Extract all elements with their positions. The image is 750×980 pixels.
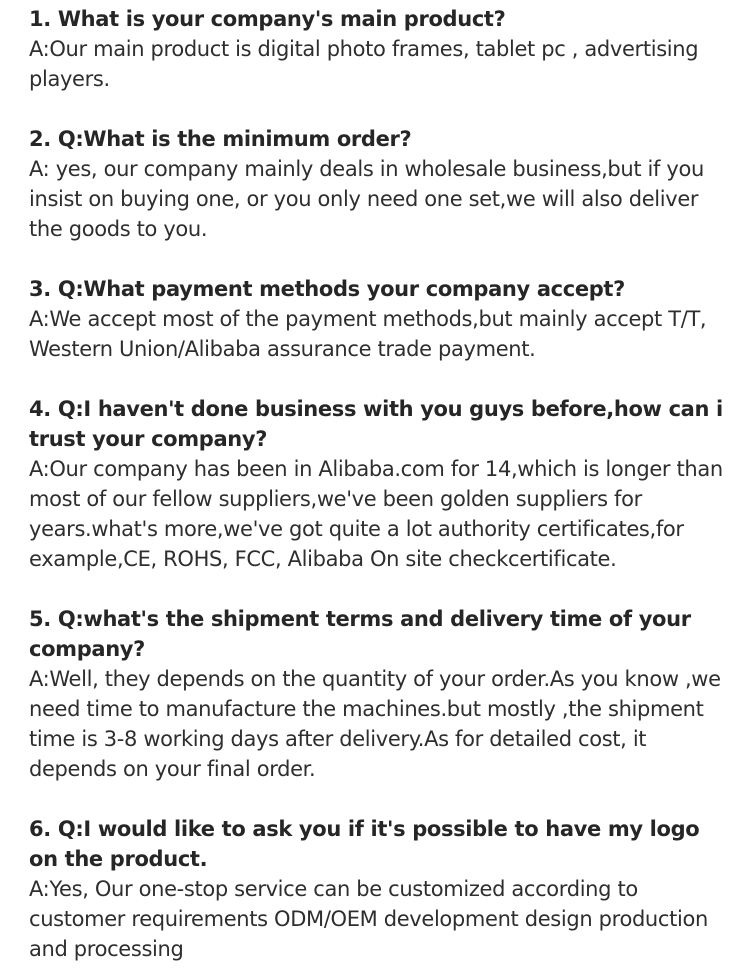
faq-item-3 bbox=[29, 274, 732, 364]
faq-question: 5. Q:what's the shipment terms and delivery time of your company? bbox=[29, 607, 691, 661]
faq-item-6 bbox=[29, 814, 732, 964]
faq-item-1 bbox=[29, 4, 732, 94]
faq-question: 6. Q:I would like to ask you if it's possible to have my logo on the product. bbox=[29, 817, 700, 871]
faq-item-2 bbox=[29, 124, 732, 244]
faq-answer: A:Our company has been in Alibaba.com for 14,which is longer than most of our fellow suppliers,we've been golden suppliers for years.what's more,we've got quite a lot authority certificates,for example,CE, ROHS, FCC, Alibaba On site checkcertificate. bbox=[29, 457, 723, 571]
faq-answer: A:Well, they depends on the quantity of your order.As you know ,we need time to manufacture the machines.but mostly ,the shipment time is 3-8 working days after delivery.As for detailed cost, it depends on your final order. bbox=[29, 667, 721, 781]
faq-question: 3. Q:What payment methods your company accept? bbox=[29, 277, 625, 301]
faq-question: 1. What is your company's main product? bbox=[29, 7, 506, 31]
faq-item-5 bbox=[29, 604, 732, 784]
faq-item-4 bbox=[29, 394, 732, 574]
faq-answer: A:Our main product is digital photo frames, tablet pc , advertising players. bbox=[29, 37, 699, 91]
faq-answer: A: yes, our company mainly deals in wholesale business,but if you insist on buying one, or you only need one set,we will also deliver the goods to you. bbox=[29, 157, 704, 241]
faq-question: 2. Q:What is the minimum order? bbox=[29, 127, 412, 151]
faq-answer: A:We accept most of the payment methods,but mainly accept T/T, Western Union/Alibaba assurance trade payment. bbox=[29, 307, 707, 361]
faq-question: 4. Q:I haven't done business with you guys before,how can i trust your company? bbox=[29, 397, 723, 451]
faq-answer: A:Yes, Our one-stop service can be customized according to customer requirements ODM/OEM development design production and processing bbox=[29, 877, 708, 961]
